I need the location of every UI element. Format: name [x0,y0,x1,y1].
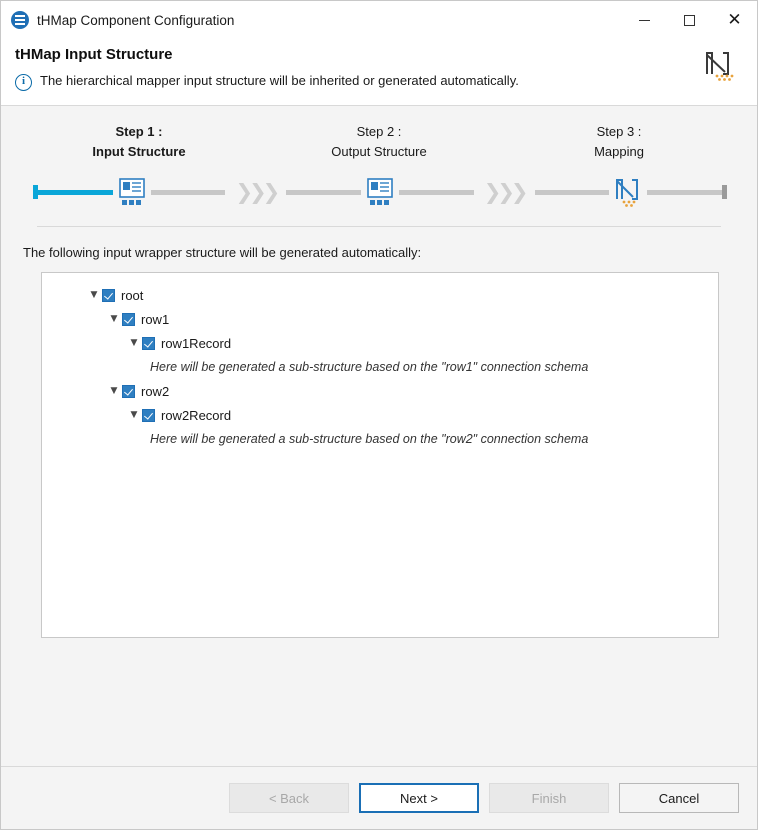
header-description [15,73,737,91]
tree-item-label: row2Record [161,407,232,423]
dialog-header [1,40,757,105]
tree-item-label: row1Record [161,335,232,351]
tree-item-label: root [121,287,144,303]
page-title: tHMap Input Structure [15,46,173,63]
close-button[interactable] [712,1,757,39]
talend-hmap-icon [11,11,29,29]
step-1-label [19,122,259,162]
checkbox-checked[interactable] [142,337,155,350]
window-controls [622,1,757,39]
dialog-footer [1,766,757,829]
progress-bar-5 [647,190,722,195]
progress-bar-4 [535,190,610,195]
tree-item-row1[interactable] [42,307,718,331]
header-description-text: The hierarchical mapper input structure will be inherited or generated automatically. [40,73,519,88]
progress-bar-3 [399,190,474,195]
title-bar [1,1,757,40]
back-button[interactable]: < Back [229,783,349,813]
progress-bar-active [38,190,113,195]
info-icon: i [15,74,32,91]
minimize-icon [639,20,650,21]
chevron-down-icon[interactable]: ▼ [90,290,98,300]
step-3-label [499,122,739,162]
step-3-line1: Step 3 : [596,124,642,139]
output-structure-icon [363,175,397,209]
tree-note-row2: Here will be generated a sub-structure based on the "row2" connection schema [150,432,589,446]
chevron-down-icon[interactable]: ▼ [110,386,118,396]
generated-structure-text: The following input wrapper structure will be generated automatically: [23,245,422,260]
chevron-down-icon[interactable]: ▼ [130,410,138,420]
input-structure-tree[interactable] [41,272,719,638]
mapping-icon [611,175,645,209]
tree-item-label: row2 [141,383,170,399]
tree-note-row1: Here will be generated a sub-structure based on the "row1" connection schema [150,360,589,374]
chevron-down-icon[interactable]: ▼ [130,338,138,348]
step-labels [19,122,739,162]
dialog-body [1,105,757,766]
step-1-line2: Input Structure [92,144,186,159]
progress-end-cap [722,185,727,199]
checkbox-checked[interactable] [102,289,115,302]
step-2-line1: Step 2 : [356,124,402,139]
tree-item-row1record[interactable] [42,331,718,355]
progress-bar-2 [286,190,361,195]
hmap-logo-icon [703,48,737,82]
chevron-right-icon-2: ❯❯❯ [483,180,525,204]
step-1-line1: Step 1 : [115,124,163,139]
cancel-button[interactable]: Cancel [619,783,739,813]
step-indicator [1,106,757,227]
tree-item-label: row1 [141,311,170,327]
maximize-icon [684,15,695,26]
window-title: tHMap Component Configuration [37,12,235,28]
step-3-line2: Mapping [594,144,644,159]
input-structure-icon [115,175,149,209]
finish-button[interactable]: Finish [489,783,609,813]
tree-item-row2[interactable] [42,379,718,403]
next-button[interactable]: Next > [359,783,479,813]
step-2-line2: Output Structure [331,144,427,159]
step-progress-track [19,168,739,216]
chevron-right-icon-1: ❯❯❯ [235,180,277,204]
progress-bar-1 [151,190,226,195]
step-2-label [259,122,499,162]
tree-item-root[interactable] [42,283,718,307]
maximize-button[interactable] [667,1,712,39]
checkbox-checked[interactable] [122,385,135,398]
checkbox-checked[interactable] [122,313,135,326]
chevron-down-icon[interactable]: ▼ [110,314,118,324]
checkbox-checked[interactable] [142,409,155,422]
tree-item-row2record[interactable] [42,403,718,427]
close-icon: ✕ [727,9,742,30]
minimize-button[interactable] [622,1,667,39]
